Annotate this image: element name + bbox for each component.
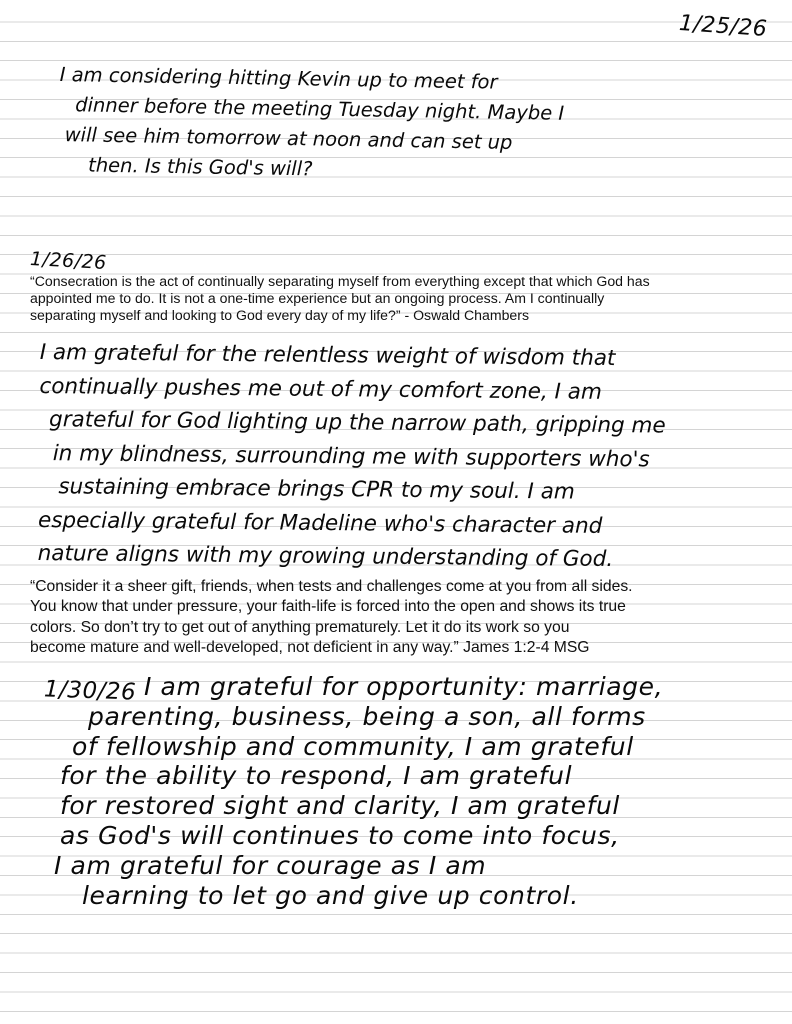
quote-line: “Consecration is the act of continually separating myself from everything except that which God has	[30, 273, 650, 289]
handwritten-line: then. Is this God's will?	[87, 153, 313, 181]
handwritten-line: in my blindness, surrounding me with supporters who's	[52, 440, 650, 472]
handwritten-line: parenting, business, being a son, all forms	[88, 701, 646, 731]
handwritten-line: as God's will continues to come into focus,	[60, 820, 620, 850]
handwritten-entry	[54, 672, 664, 910]
quote-block	[30, 577, 633, 659]
handwritten-line: grateful for God lighting up the narrow path, gripping me	[48, 407, 666, 439]
handwritten-line: learning to let go and give up control.	[82, 880, 579, 910]
handwritten-line: especially grateful for Madeline who's character and	[37, 507, 603, 539]
quote-line: You know that under pressure, your faith-life is forced into the open and shows its true	[30, 598, 626, 616]
handwritten-line: dinner before the meeting Tuesday night. Maybe I	[75, 93, 565, 125]
handwritten-entry	[58, 60, 565, 189]
handwritten-line: I am grateful for opportunity: marriage,	[144, 672, 664, 701]
handwritten-line: will see him tomorrow at noon and can set up	[64, 123, 513, 154]
quote-line: separating myself and looking to God every day of my life?” - Oswald Chambers	[30, 307, 529, 324]
handwritten-line: of fellowship and community, I am grateful	[72, 731, 634, 761]
handwritten-line: I am considering hitting Kevin up to meet for	[59, 62, 498, 94]
handwritten-line: for the ability to respond, I am grateful	[60, 761, 573, 791]
handwritten-line: for restored sight and clarity, I am grateful	[60, 791, 620, 821]
quote-line: “Consider it a sheer gift, friends, when tests and challenges come at you from all sides.	[30, 578, 633, 595]
quote-line: appointed me to do. It is not a one-time experience but an ongoing process. Am I continually	[30, 290, 605, 307]
handwritten-entry	[38, 336, 667, 577]
handwritten-line: sustaining embrace brings CPR to my soul. I am	[58, 474, 575, 505]
quote-line: become mature and well-developed, not deficient in any way.” James 1:2-4 MSG	[30, 639, 590, 657]
quote-line: colors. So don’t try to get out of anything prematurely. Let it do its work so you	[30, 618, 570, 636]
handwritten-line: I am grateful for the relentless weight of wisdom that	[39, 339, 616, 372]
entry-date: 1/30/26	[43, 676, 137, 706]
handwritten-line: continually pushes me out of my comfort zone, I am	[39, 373, 602, 405]
handwritten-line: nature aligns with my growing understanding of God.	[37, 540, 614, 573]
quote-block	[30, 273, 650, 325]
entry-date: 1/25/26	[678, 10, 769, 43]
entry-date: 1/26/26	[29, 248, 108, 274]
handwritten-line: I am grateful for courage as I am	[54, 850, 487, 880]
